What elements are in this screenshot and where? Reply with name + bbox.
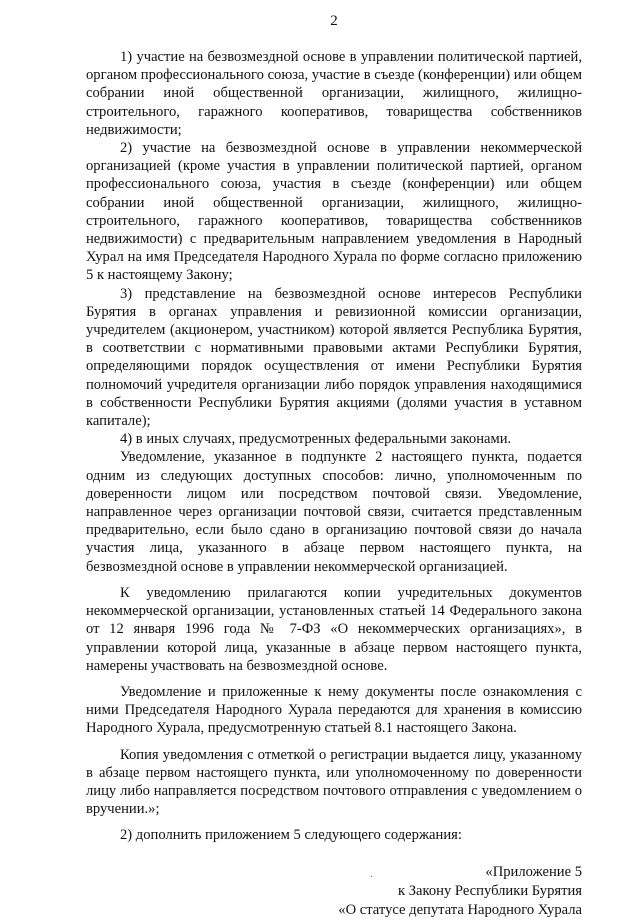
scan-speck <box>371 876 372 877</box>
appendix-line-2: к Закону Республики Бурятия <box>397 882 582 899</box>
paragraph-item-3: 3) представление на безвозмездной основе интересов Республики Бурятия в органах управления и ревизионной комиссии организации, учредителем (акционером, участником) которой является Республика Бурятия, в соответствии с нормативными правовыми актами Республики Бурятия, определяющими порядок осуществления от имени Республики Бурятия полномочий учредителя организации либо порядок управления находящимися в собственности Республики Бурятия акциями (долями участия в уставном капитале); <box>86 285 582 430</box>
appendix-line-3: «О статусе депутата Народного Хурала <box>338 901 582 918</box>
paragraph-item-4: 4) в иных случаях, предусмотренных федеральными законами. <box>120 431 512 448</box>
paragraph-storage: Уведомление и приложенные к нему документы после ознакомления с ними Председателя Народного Хурала передаются для хранения в комиссию Народного Хурала, предусмотренную статьей 8.1 настоящего Закона. <box>86 683 582 737</box>
paragraph-amendment: 2) дополнить приложением 5 следующего содержания: <box>120 827 462 844</box>
appendix-header <box>86 863 582 920</box>
paragraph-item-1: 1) участие на безвозмездной основе в управлении политической партией, органом профессионального союза, участие в съезде (конференции) или общем собрании иной общественной организации, жилищного, жилищно-строительного, гаражного кооперативов, товарищества собственников недвижимости; <box>86 49 582 138</box>
paragraph-attachments: К уведомлению прилагаются копии учредительных документов некоммерческой организации, установленных статьей 14 Федерального закона от 12 января 1996 года № 7-ФЗ «О некоммерческих организациях», в управлении которой лица, указанные в абзаце первом настоящего пункта, намерены участвовать на безвозмездной основе. <box>86 584 582 674</box>
paragraph-item-2: 2) участие на безвозмездной основе в управлении некоммерческой организацией (кроме участия в управлении политической партией, органом профессионального союза, участия в съезде (конференции) или общем собрании иной общественной организации, жилищного, жилищно-строительного, гаражного кооперативов, товарищества собственников недвижимости) с предварительным направлением уведомления в Народный Хурал на имя Председателя Народного Хурала по форме согласно приложению 5 к настоящему Закону; <box>86 140 582 284</box>
paragraph-notice-method: Уведомление, указанное в подпункте 2 настоящего пункта, подается одним из следующих доступных способов: лично, уполномоченным по доверенности лицом или посредством почтовой связи. Уведомление, направленное через организации почтовой связи, считается представленным предварительно, если было сдано в организацию почтовой связи до начала участия лица, указанного в абзаце первом настоящего пункта, на безвозмездной основе в управлении некоммерческой организацией. <box>86 449 582 575</box>
paragraph-copy: Копия уведомления с отметкой о регистрации выдается лицу, указанному в абзаце первом настоящего пункта, или уполномоченному по доверенности лицу либо направляется посредством почтового отправления с уведомлением о вручении.»; <box>86 746 582 818</box>
page-number: 2 <box>330 13 338 29</box>
appendix-line-1: «Приложение 5 <box>485 863 582 880</box>
